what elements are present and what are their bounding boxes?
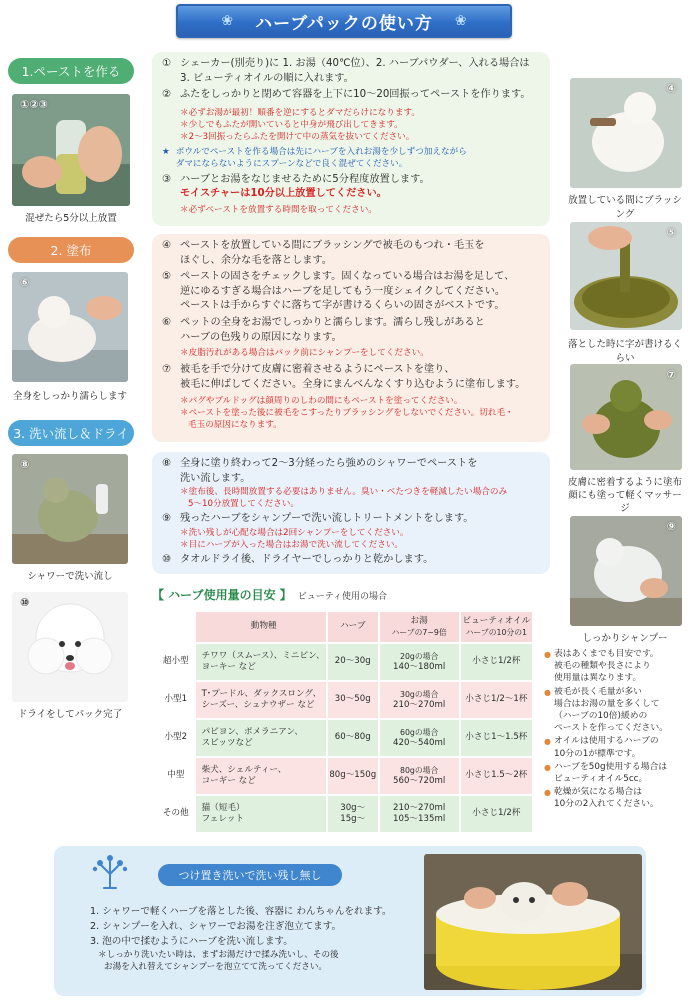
step-text (180, 270, 542, 314)
cell-animal (196, 796, 326, 832)
cell-line: 105〜135ml (393, 814, 446, 824)
step-line: 3. ビューティオイルの順に入れます。 (180, 72, 354, 84)
note-line: 10分の1が標準です。 (554, 748, 641, 759)
cell-herb: 60〜80g (328, 720, 378, 756)
cell-line: 80gの場合 (400, 765, 439, 775)
paste-instructions-panel (152, 52, 550, 226)
header-oil (461, 612, 532, 642)
tip-line: ボウルでペーストを作る場合は先にハーブを入れお湯を少しずつ加えながら (175, 146, 467, 157)
tree-icon (90, 854, 130, 890)
cell-line: ヨーキー など (201, 662, 256, 672)
step-number: ⑩ (162, 553, 172, 565)
photo-paste-check (570, 222, 682, 330)
section-apply-label: 2. 塗布 (8, 237, 134, 263)
step-10 (162, 553, 542, 568)
header-line: ハーブの10分の1 (465, 628, 527, 637)
note-line: 被毛の種類や長さにより (554, 661, 651, 672)
step-6 (162, 316, 542, 345)
cell-line: 柴犬、シェルティー、 (201, 764, 287, 775)
step-number: ⑧ (162, 458, 172, 469)
row-size: 超小型 (158, 644, 194, 680)
photo-number: ⑤ (666, 226, 676, 239)
soak-wash-box (54, 846, 646, 996)
caption-line: 皮膚に密着するように塗布 (567, 477, 682, 488)
caution-note: ＊皮脂汚れがある場合はパック前にシャンプーをしてください。 (180, 348, 429, 359)
step-text (180, 173, 542, 202)
cell-line: 420〜540ml (393, 738, 446, 748)
usage-note (544, 761, 684, 785)
row-size: 小型1 (158, 682, 194, 718)
usage-note (544, 786, 684, 810)
step-line: 逆にゆるすぎる場合はハーブを足してもう一度シェイクしてください。 (180, 285, 506, 297)
photo-applying-paste (570, 364, 682, 470)
usage-note (544, 686, 684, 735)
bullet-icon: ● (544, 650, 551, 659)
soak-step: 3. 泡の中で揉むようにハーブを洗い流します。 (90, 936, 293, 947)
step-text (180, 363, 542, 392)
bullet-icon: ● (544, 762, 551, 772)
step-line: 全身に塗り終わって2〜3分経ったら強めのシャワーでペーストを (180, 458, 478, 469)
cell-water (380, 682, 459, 718)
step-line: ハーブとお湯をなじませるために5分程度放置します。 (180, 173, 430, 185)
row-size: 小型2 (158, 720, 194, 756)
usage-note (544, 735, 684, 759)
page-title: ハーブパックの使い方 (255, 13, 433, 34)
usage-note (544, 648, 684, 685)
cell-animal (196, 758, 326, 794)
section-rinse-label: 3. 洗い流し＆ドライ (8, 420, 134, 446)
step-1 (162, 57, 542, 86)
table-title: 【 ハーブ使用量の目安 】 (152, 588, 292, 602)
note-line: 場合はお湯の量を多くして (554, 698, 660, 709)
caution-note: ＊パグやブルドッグは顔周りのしわの間にもペーストを塗ってください。 (180, 396, 463, 407)
cell-water (380, 796, 459, 832)
photo-wet-dog (12, 272, 128, 382)
bullet-icon: ● (544, 788, 551, 798)
caption-wet-dog: 全身をしっかり濡らします (12, 391, 127, 402)
bullet-icon: ● (544, 687, 551, 697)
photo-number: ①②③ (20, 98, 48, 111)
step-line: ペットの全身をお湯でしっかりと濡らします。濡らし残しがあると (180, 316, 485, 328)
cell-line: チワワ（スムース）、ミニピン、 (201, 650, 325, 661)
cell-line: 210〜270ml (393, 700, 446, 710)
cell-line: 猫（短毛） (201, 802, 245, 813)
table-row (158, 758, 532, 794)
caption-brushing: 放置している間にブラッシング (568, 195, 682, 220)
table-subtitle: ビューティ使用の場合 (297, 592, 388, 602)
step-line: ハーブの色残りの原因になります。 (180, 331, 342, 343)
caution-note: ＊目にハーブが入った場合はお湯で洗い流してください。 (180, 539, 404, 550)
header-line: ビューティオイル (462, 615, 531, 626)
cell-animal (196, 720, 326, 756)
cell-animal (196, 644, 326, 680)
cell-line: 30g〜 (340, 802, 366, 813)
cell-line: 15g〜 (340, 814, 366, 824)
note-line: 10分の2入れてください。 (554, 799, 659, 810)
step-line: シェーカー(別売り)に 1. お湯（40℃位）、2. ハーブパウダー、入れる場合は (180, 58, 530, 69)
step-2 (162, 88, 542, 103)
tip-line: ダマにならないようにスプーンなどで良く混ぜてください。 (175, 158, 408, 169)
table-corner (158, 612, 194, 642)
bowl-tip-note (162, 146, 542, 170)
photo-number: ⑥ (20, 276, 30, 289)
note-line: ビューティオイル5cc。 (554, 774, 648, 785)
photo-number: ⑨ (666, 520, 676, 533)
table-row (158, 720, 532, 756)
step-text: タオルドライ後、ドライヤーでしっかりと乾かします。 (180, 553, 434, 565)
cell-line: T･プードル、ダックスロング、 (201, 688, 322, 699)
caption-dry-poodle: ドライをしてパック完了 (17, 709, 123, 720)
bullet-icon: ● (544, 737, 551, 747)
cell-line: シーズー、シュナウザー など (201, 700, 315, 710)
cell-line: パピヨン、ポメラニアン、 (201, 726, 303, 737)
table-header-row (158, 612, 532, 642)
caution-note: ＊ペーストを塗った後に被毛をこすったりブラッシングをしないでください。切れ毛・ (180, 408, 514, 419)
photo-dry-poodle (12, 592, 128, 702)
cell-oil: 小さじ1.5〜2杯 (461, 758, 532, 794)
cell-herb (328, 796, 378, 832)
caption-shampoo: しっかりシャンプー (582, 633, 668, 644)
step-text (180, 457, 542, 486)
step-text: 残ったハーブをシャンプーで洗い流しトリートメントをします。 (180, 513, 474, 525)
cell-water (380, 720, 459, 756)
note-line: ペーストを作ってください。 (554, 723, 668, 734)
cell-animal (196, 682, 326, 718)
cell-herb: 80g〜150g (328, 758, 378, 794)
caution-note: 毛玉の原因になります。 (188, 420, 282, 431)
caution-note: ＊塗布後、長時間放置する必要はありません。臭い・ベたつきを軽減したい場合のみ (180, 487, 508, 498)
photo-number: ⑩ (20, 596, 30, 609)
step-line: ほぐし、余分な毛を落とします。 (180, 254, 332, 266)
cell-water (380, 758, 459, 794)
photo-number: ⑧ (20, 458, 30, 471)
section-paste-label: 1.ペーストを作る (8, 58, 134, 84)
cell-line: スピッツなど (201, 738, 253, 748)
photo-shaker (12, 94, 130, 206)
step-4 (162, 239, 542, 268)
cell-line: 140〜180ml (393, 662, 446, 672)
note-line: 被毛が長く毛量が多い (554, 686, 642, 697)
step-number: ④ (162, 240, 172, 251)
apply-instructions-panel (152, 234, 550, 442)
step-number: ⑤ (162, 271, 172, 283)
cell-oil: 小さじ1/2〜1杯 (461, 682, 532, 718)
soak-note: ＊しっかり洗いたい時は、まずお湯だけで揉み洗いし、その後 (98, 950, 339, 960)
note-line: ハーブを50g使用する場合は (554, 761, 668, 772)
step-number: ⑦ (162, 364, 172, 376)
soak-wash-steps (90, 904, 420, 973)
herb-amount-table (156, 610, 534, 834)
step-3 (162, 173, 542, 202)
header-line: お湯 (410, 615, 428, 626)
photo-shower-rinse (12, 454, 128, 564)
note-line: （ハーブの10倍)緩めの (554, 711, 648, 722)
cell-herb: 30〜50g (328, 682, 378, 718)
soak-step: 1. シャワーで軽くハーブを落とした後、容器に わんちゃんをれます。 (90, 906, 392, 917)
cell-line: 60gの場合 (400, 727, 439, 737)
table-row (158, 644, 532, 680)
step-number: ⑥ (162, 316, 172, 328)
photo-number: ④ (666, 82, 676, 95)
step-number: ③ (162, 173, 172, 185)
cell-oil: 小さじ1/2杯 (461, 644, 532, 680)
caution-note: ＊2〜3回振ったらふたを開けて中の蒸気を抜いてください。 (180, 131, 415, 142)
photo-shampoo (570, 516, 682, 626)
cell-oil: 小さじ1〜1.5杯 (461, 720, 532, 756)
cell-herb: 20〜30g (328, 644, 378, 680)
cell-line: コーギー など (201, 776, 256, 786)
caption-shower-rinse: シャワーで洗い流し (27, 571, 113, 582)
step-number: ① (162, 58, 172, 69)
page-title-banner (176, 4, 512, 38)
step-line: ペーストの固さをチェックします。固くなっている場合はお湯を足して、 (180, 271, 515, 283)
step-line: 洗い流します。 (180, 472, 251, 484)
caption-shaker: 混ぜたら5分以上放置 (25, 213, 117, 224)
step-line: ペーストを放置している間にブラッシングで被毛のもつれ・毛玉を (180, 240, 485, 251)
caption-line: 顔にも塗って軽くマッサージ (568, 490, 682, 514)
note-line: オイルは使用するハーブの (554, 736, 659, 747)
step-text: ふたをしっかりと閉めて容器を上下に10〜20回振ってペーストを作ります。 (180, 89, 531, 101)
caution-note: ＊洗い残しが心配な場合は2回シャンプーをしてください。 (180, 527, 409, 538)
cell-oil: 小さじ1/2杯 (461, 796, 532, 832)
header-animal: 動物種 (196, 612, 326, 642)
step-line: 被毛を手で分けて皮膚に密着させるようにペーストを塗り、 (180, 364, 455, 376)
table-row (158, 682, 532, 718)
step-line-emphasis: モイスチャーは10分以上放置してください。 (180, 188, 387, 200)
row-size: 中型 (158, 758, 194, 794)
table-row (158, 796, 532, 832)
usage-notes (544, 648, 684, 811)
note-line: 表はあくまでも目安です。 (554, 649, 659, 659)
step-8 (162, 457, 542, 486)
step-line: 被毛に伸ばしてください。全身にまんべんなくすり込むように塗布します。 (180, 378, 526, 390)
cell-line: フェレット (201, 814, 245, 824)
cell-water (380, 644, 459, 680)
row-size: その他 (158, 796, 194, 832)
rinse-instructions-panel (152, 452, 550, 574)
table-heading (152, 586, 387, 603)
step-7 (162, 363, 542, 392)
photo-soak-wash (424, 854, 642, 990)
header-water (380, 612, 459, 642)
lotus-icon: ❀ (454, 13, 467, 29)
step-text (180, 316, 542, 345)
step-text (180, 57, 542, 86)
cell-line: 30gの場合 (400, 689, 439, 699)
photo-number: ⑦ (666, 368, 676, 381)
lotus-icon: ❀ (221, 13, 234, 29)
step-9 (162, 512, 542, 527)
cell-line: 210〜270ml (393, 802, 446, 813)
soak-note: お湯を入れ替えてシャンプーを泡立てて洗ってください。 (104, 962, 328, 972)
caption-applying-paste (564, 476, 686, 515)
caution-note: ＊少しでもふたが開いていると中身が飛び出してきます。 (180, 119, 403, 130)
photo-brushing (570, 78, 682, 188)
caption-paste-check: 落とした時に字が書けるくらい (567, 339, 682, 364)
step-number: ② (162, 89, 172, 101)
step-text (180, 239, 542, 268)
header-herb: ハーブ (328, 612, 378, 642)
caution-note: 5〜10分放置してください。 (188, 499, 299, 510)
header-line: ハーブの7~9倍 (391, 628, 447, 637)
caution-note: ＊必ずお湯が最初！順番を逆にするとダマだらけになります。 (180, 107, 420, 118)
note-line: 使用量は異なります。 (554, 673, 642, 684)
step-line: ペーストは手からすぐに落ちて字が書けるくらいの固さがベストです。 (180, 300, 505, 312)
star-icon: ★ (162, 146, 170, 157)
cell-line: 560〜720ml (393, 776, 446, 786)
soak-wash-label: つけ置き洗いで洗い残し無し (158, 864, 342, 886)
step-5 (162, 270, 542, 314)
cell-line: 20gの場合 (400, 651, 439, 661)
caution-note: ＊必ずペーストを放置する時間を取ってください。 (180, 204, 377, 215)
soak-step: 2. シャンプーを入れ、シャワーでお湯を注ぎ泡立てます。 (90, 921, 342, 932)
note-line: 乾燥が気になる場合は (554, 787, 642, 798)
step-number: ⑨ (162, 513, 172, 525)
